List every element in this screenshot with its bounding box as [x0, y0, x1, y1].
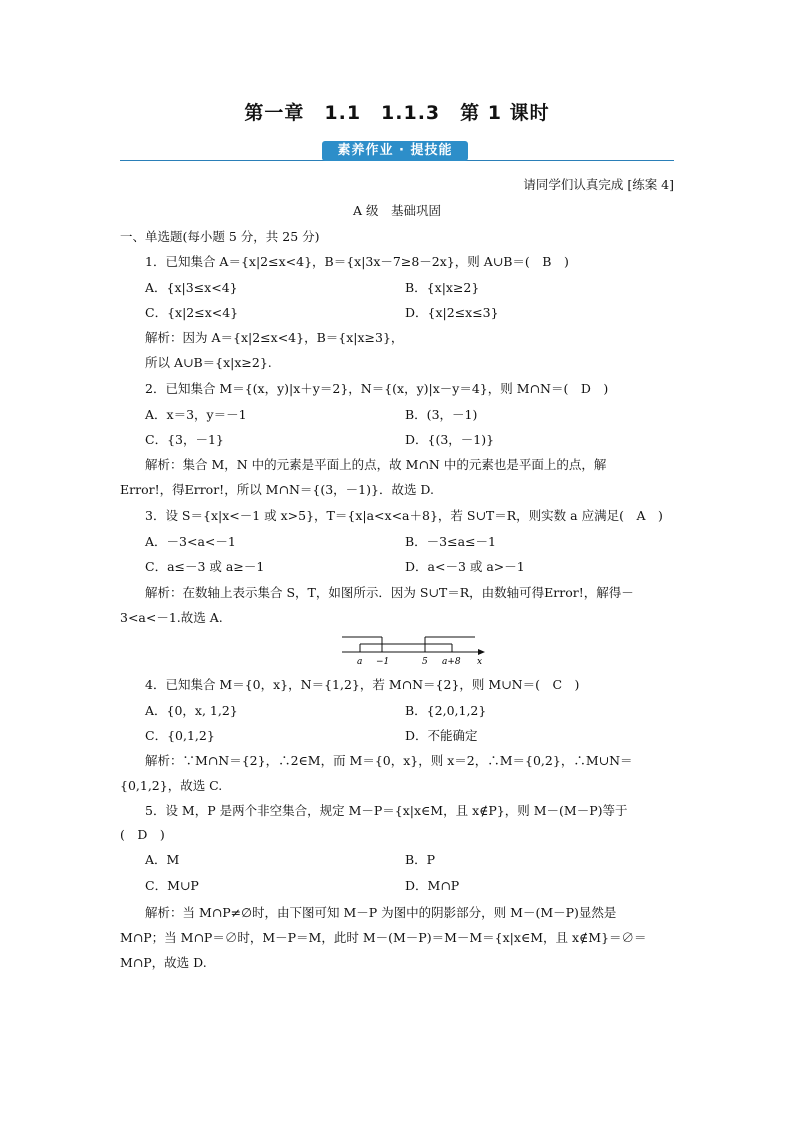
q5-option-a: A．M	[145, 852, 180, 867]
q2-option-a: A．x＝3，y＝－1	[145, 407, 247, 422]
page-title: 第一章 1.1 1.1.3 第 1 课时	[244, 102, 550, 124]
axis-label-a: a	[357, 657, 363, 667]
q4-stem: 4．已知集合 M＝{0，x}，N＝{1,2}，若 M∩N＝{2}，则 M∪N＝( C )	[145, 677, 580, 692]
number-line-diagram	[340, 632, 490, 670]
q2-solution-2: Error!，得Error!，所以 M∩N＝{(3，－1)}．故选 D.	[120, 482, 434, 497]
q5-solution-2: M∩P；当 M∩P＝∅时，M－P＝M，此时 M－(M－P)＝M－M＝{x|x∈M，且 x∉M}＝∅＝	[120, 930, 647, 945]
q4-option-b: B．{2,0,1,2}	[405, 703, 487, 718]
axis-label-a-plus-8: a+8	[442, 657, 461, 667]
q5-option-d: D．M∩P	[405, 878, 460, 893]
q1-stem: 1．已知集合 A＝{x|2≤x<4}，B＝{x|3x－7≥8－2x}，则 A∪B＝( B )	[145, 254, 569, 269]
q3-option-d: D．a<－3 或 a>－1	[405, 559, 525, 574]
axis-label-x: x	[477, 657, 483, 667]
q5-option-c: C．M∪P	[145, 878, 199, 893]
q2-stem: 2．已知集合 M＝{(x，y)|x＋y＝2}，N＝{(x，y)|x－y＝4}，则 M∩N＝( D )	[145, 381, 609, 396]
q2-solution-1: 解析：集合 M，N 中的元素是平面上的点，故 M∩N 中的元素也是平面上的点，解	[145, 457, 607, 472]
section-badge: 素养作业 · 提技能	[322, 141, 468, 161]
q5-solution-1: 解析：当 M∩P≠∅时，由下图可知 M－P 为图中的阴影部分，则 M－(M－P)显然是	[145, 905, 617, 920]
q5-option-b: B．P	[405, 852, 436, 867]
axis-label-5: 5	[422, 657, 428, 667]
q2-option-b: B．(3，－1)	[405, 407, 478, 422]
q4-option-c: C．{0,1,2}	[145, 728, 215, 743]
q1-option-b: B．{x|x≥2}	[405, 280, 480, 295]
q1-solution-1: 解析：因为 A＝{x|2≤x<4}，B＝{x|x≥3}，	[145, 330, 404, 345]
q3-option-b: B．－3≤a≤－1	[405, 534, 496, 549]
q3-stem: 3．设 S＝{x|x<－1 或 x>5}，T＝{x|a<x<a＋8}，若 S∪T＝R，则实数 a 应满足( A )	[145, 508, 663, 523]
q3-option-c: C．a≤－3 或 a≥－1	[145, 559, 265, 574]
q1-option-c: C．{x|2≤x<4}	[145, 305, 239, 320]
q5-stem-answer: ( D )	[120, 827, 165, 842]
q5-solution-3: M∩P，故选 D.	[120, 955, 207, 970]
q3-option-a: A．－3<a<－1	[145, 534, 236, 549]
q2-option-c: C．{3，－1}	[145, 432, 224, 447]
q3-solution-1: 解析：在数轴上表示集合 S，T，如图所示．因为 S∪T＝R，由数轴可得Error!，解得－	[145, 585, 634, 600]
q1-option-d: D．{x|2≤x≤3}	[405, 305, 499, 320]
level-heading: A 级 基础巩固	[352, 203, 441, 218]
q1-option-a: A．{x|3≤x<4}	[145, 280, 238, 295]
assignment-note: 请同学们认真完成 [练案 4]	[523, 177, 674, 192]
q4-solution-2: {0,1,2}，故选 C.	[120, 778, 223, 793]
q4-option-a: A．{0，x, 1,2}	[145, 703, 238, 718]
q2-option-d: D．{(3，－1)}	[405, 432, 495, 447]
q3-solution-2: 3<a<－1.故选 A.	[120, 610, 223, 625]
q5-stem: 5．设 M，P 是两个非空集合，规定 M－P＝{x|x∈M，且 x∉P}，则 M－(M－P)等于	[145, 803, 628, 818]
section-heading: 一、单选题(每小题 5 分，共 25 分)	[120, 229, 320, 244]
q4-option-d: D．不能确定	[405, 728, 478, 743]
axis-label-neg1: −1	[376, 657, 390, 667]
q1-solution-2: 所以 A∪B＝{x|x≥2}.	[145, 355, 272, 370]
q4-solution-1: 解析：∵M∩N＝{2}，∴2∈M，而 M＝{0，x}，则 x＝2，∴M＝{0,2}，∴M∪N＝	[145, 753, 633, 768]
